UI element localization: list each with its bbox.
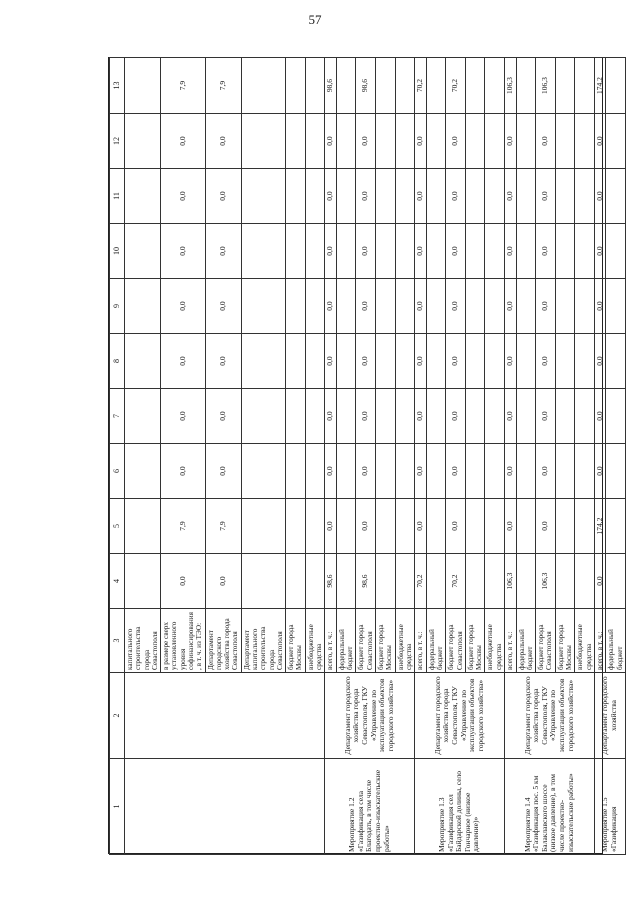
value-cell: 0,0 — [504, 279, 516, 334]
value-cell: 0,0 — [325, 499, 337, 554]
value-cell — [241, 114, 285, 169]
value-cell — [465, 58, 485, 114]
value-cell — [606, 444, 626, 499]
value-cell — [485, 444, 505, 499]
value-cell: 106,3 — [504, 554, 516, 609]
value-cell: 7,9 — [161, 58, 205, 114]
value-cell — [286, 499, 306, 554]
value-cell — [555, 169, 575, 224]
value-cell — [305, 444, 325, 499]
value-cell — [426, 444, 446, 499]
value-cell: 0,0 — [356, 224, 376, 279]
value-cell — [606, 224, 626, 279]
value-cell: 0,0 — [536, 114, 556, 169]
value-cell — [305, 224, 325, 279]
funding-source-cell: всего, в т. ч.: — [594, 609, 606, 673]
value-cell — [426, 499, 446, 554]
value-cell — [395, 334, 415, 389]
value-cell — [606, 169, 626, 224]
value-cell — [516, 554, 536, 609]
value-cell — [575, 444, 595, 499]
value-cell — [336, 114, 356, 169]
col-header-9: 9 — [110, 279, 125, 334]
table-row — [415, 58, 427, 855]
table-body — [110, 58, 626, 855]
value-cell: 0,0 — [161, 389, 205, 444]
value-cell — [485, 554, 505, 609]
value-cell: 0,0 — [415, 389, 427, 444]
col-header-10: 10 — [110, 224, 125, 279]
value-cell — [606, 279, 626, 334]
value-cell — [485, 279, 505, 334]
value-cell — [305, 58, 325, 114]
value-cell — [125, 279, 161, 334]
value-cell — [336, 334, 356, 389]
funding-source-cell: федеральный бюджет — [606, 609, 626, 673]
funding-source-cell: внебюджетные средства — [305, 609, 325, 673]
value-cell: 0,0 — [446, 389, 466, 444]
col-header-1: 1 — [110, 759, 125, 855]
value-cell: 0,0 — [325, 334, 337, 389]
value-cell: 106,3 — [504, 58, 516, 114]
value-cell — [305, 499, 325, 554]
value-cell — [125, 114, 161, 169]
value-cell: 0,0 — [325, 224, 337, 279]
value-cell: 0,0 — [356, 169, 376, 224]
value-cell — [125, 334, 161, 389]
value-cell — [305, 114, 325, 169]
value-cell — [305, 279, 325, 334]
value-cell: 0,0 — [325, 169, 337, 224]
value-cell — [241, 554, 285, 609]
value-cell — [485, 499, 505, 554]
value-cell — [125, 499, 161, 554]
value-cell — [375, 334, 395, 389]
value-cell: 0,0 — [504, 334, 516, 389]
value-cell: 0,0 — [536, 169, 556, 224]
value-cell — [395, 224, 415, 279]
value-cell: 0,0 — [446, 499, 466, 554]
value-cell: 0,0 — [356, 279, 376, 334]
col-header-3: 3 — [110, 609, 125, 673]
value-cell: 0,0 — [205, 169, 241, 224]
value-cell — [465, 334, 485, 389]
value-cell — [485, 169, 505, 224]
value-cell: 0,0 — [356, 334, 376, 389]
funding-source-cell: всего, в т. ч.: — [415, 609, 427, 673]
value-cell — [555, 444, 575, 499]
value-cell — [375, 389, 395, 444]
value-cell — [125, 444, 161, 499]
value-cell — [465, 114, 485, 169]
value-cell — [555, 554, 575, 609]
responsible-dept-cell: Департамент городского хозяйства города Севастополя, ГКУ «Управление по эксплуатации объектов городского хозяйства» — [325, 673, 415, 759]
funding-source-cell: Департамент капитального строительства города Севастополя — [241, 609, 285, 673]
dept-cell-continued — [125, 673, 325, 759]
col-header-5: 5 — [110, 499, 125, 554]
value-cell — [241, 444, 285, 499]
value-cell — [305, 554, 325, 609]
value-cell — [125, 58, 161, 114]
table-row — [325, 58, 337, 855]
value-cell: 0,0 — [594, 554, 606, 609]
value-cell: 0,0 — [594, 224, 606, 279]
value-cell: 0,0 — [161, 279, 205, 334]
rotated-table-content — [109, 58, 624, 855]
value-cell — [555, 114, 575, 169]
value-cell — [426, 114, 446, 169]
value-cell — [125, 169, 161, 224]
funding-source-cell: бюджет города Севастополя — [356, 609, 376, 673]
event-name-cell: Мероприятие 1.2 «Газификация села Благодать, в том числе проектно-изыскательские работы» — [325, 759, 415, 855]
value-cell: 0,0 — [446, 114, 466, 169]
value-cell — [465, 279, 485, 334]
value-cell: 70,2 — [446, 554, 466, 609]
value-cell: 0,0 — [161, 334, 205, 389]
table-row — [594, 58, 606, 855]
value-cell — [286, 224, 306, 279]
value-cell: 7,9 — [161, 499, 205, 554]
value-cell: 0,0 — [161, 554, 205, 609]
value-cell: 0,0 — [536, 444, 556, 499]
value-cell — [286, 334, 306, 389]
col-header-13: 13 — [110, 58, 125, 114]
funding-source-cell: внебюджетные средства — [485, 609, 505, 673]
value-cell: 0,0 — [205, 444, 241, 499]
value-cell — [241, 224, 285, 279]
value-cell: 0,0 — [594, 169, 606, 224]
funding-source-cell: всего, в т. ч.: — [325, 609, 337, 673]
value-cell — [465, 499, 485, 554]
value-cell — [575, 279, 595, 334]
value-cell: 7,9 — [205, 58, 241, 114]
value-cell — [426, 554, 446, 609]
value-cell — [516, 499, 536, 554]
col-header-7: 7 — [110, 389, 125, 444]
value-cell: 70,2 — [415, 58, 427, 114]
value-cell: 0,0 — [415, 224, 427, 279]
value-cell — [465, 554, 485, 609]
value-cell — [606, 554, 626, 609]
value-cell: 0,0 — [446, 169, 466, 224]
value-cell: 0,0 — [594, 279, 606, 334]
funding-source-cell: внебюджетные средства — [575, 609, 595, 673]
value-cell: 0,0 — [536, 224, 556, 279]
responsible-dept-cell: Департамент городского хозяйства — [594, 673, 625, 759]
value-cell — [465, 224, 485, 279]
value-cell: 0,0 — [205, 279, 241, 334]
value-cell — [375, 58, 395, 114]
value-cell — [606, 58, 626, 114]
value-cell — [395, 114, 415, 169]
value-cell — [555, 224, 575, 279]
value-cell: 0,0 — [205, 114, 241, 169]
responsible-dept-cell: Департамент городского хозяйства города Севастополя, ГКУ «Управление по эксплуатации объектов городского хозяйства» — [415, 673, 505, 759]
value-cell — [375, 499, 395, 554]
value-cell: 0,0 — [161, 224, 205, 279]
value-cell — [375, 279, 395, 334]
value-cell: 0,0 — [325, 389, 337, 444]
value-cell: 0,0 — [205, 554, 241, 609]
value-cell — [555, 58, 575, 114]
value-cell — [336, 444, 356, 499]
value-cell: 98,6 — [325, 58, 337, 114]
value-cell: 0,0 — [594, 334, 606, 389]
budget-table-frame — [108, 57, 624, 854]
value-cell — [516, 169, 536, 224]
value-cell — [555, 334, 575, 389]
value-cell — [395, 279, 415, 334]
value-cell: 98,6 — [325, 554, 337, 609]
value-cell — [336, 554, 356, 609]
value-cell: 0,0 — [504, 224, 516, 279]
value-cell — [395, 58, 415, 114]
value-cell — [305, 389, 325, 444]
funding-source-cell: федеральный бюджет — [516, 609, 536, 673]
page-number: 57 — [308, 12, 322, 27]
col-header-11: 11 — [110, 169, 125, 224]
value-cell: 0,0 — [356, 499, 376, 554]
funding-source-cell: бюджет города Москвы — [555, 609, 575, 673]
value-cell — [516, 114, 536, 169]
value-cell — [286, 444, 306, 499]
value-cell — [395, 499, 415, 554]
value-cell: 0,0 — [594, 114, 606, 169]
value-cell: 0,0 — [161, 169, 205, 224]
funding-source-cell: федеральный бюджет — [426, 609, 446, 673]
value-cell — [606, 389, 626, 444]
value-cell — [516, 279, 536, 334]
header-row — [110, 58, 125, 855]
value-cell — [516, 224, 536, 279]
event-cell-continued — [125, 759, 325, 855]
value-cell — [485, 334, 505, 389]
value-cell: 0,0 — [594, 444, 606, 499]
table-row — [125, 58, 161, 855]
value-cell — [465, 389, 485, 444]
value-cell — [286, 114, 306, 169]
value-cell — [426, 58, 446, 114]
value-cell — [395, 554, 415, 609]
value-cell — [606, 114, 626, 169]
col-header-8: 8 — [110, 334, 125, 389]
value-cell — [336, 389, 356, 444]
value-cell — [426, 389, 446, 444]
value-cell — [426, 224, 446, 279]
table-row — [504, 58, 516, 855]
value-cell: 0,0 — [446, 279, 466, 334]
value-cell — [125, 389, 161, 444]
value-cell: 0,0 — [504, 114, 516, 169]
value-cell — [305, 169, 325, 224]
funding-source-cell: в размере сверх установленного уровня софинансирования, в т. ч. из ТЭО: — [161, 609, 205, 673]
value-cell: 0,0 — [161, 444, 205, 499]
value-cell — [336, 224, 356, 279]
value-cell — [606, 334, 626, 389]
value-cell — [555, 279, 575, 334]
value-cell — [426, 279, 446, 334]
funding-source-cell: федеральный бюджет — [336, 609, 356, 673]
value-cell: 70,2 — [415, 554, 427, 609]
value-cell — [516, 444, 536, 499]
col-header-2: 2 — [110, 673, 125, 759]
value-cell: 0,0 — [415, 114, 427, 169]
value-cell: 0,0 — [504, 499, 516, 554]
value-cell: 0,0 — [504, 389, 516, 444]
value-cell — [575, 499, 595, 554]
value-cell — [336, 499, 356, 554]
value-cell — [575, 334, 595, 389]
value-cell — [305, 334, 325, 389]
value-cell: 0,0 — [205, 389, 241, 444]
value-cell: 0,0 — [205, 224, 241, 279]
funding-source-cell: бюджет города Москвы — [375, 609, 395, 673]
value-cell — [241, 58, 285, 114]
value-cell: 98,6 — [356, 58, 376, 114]
funding-source-cell: бюджет города Севастополя — [446, 609, 466, 673]
value-cell — [241, 334, 285, 389]
value-cell — [395, 169, 415, 224]
value-cell: 0,0 — [415, 279, 427, 334]
value-cell — [286, 389, 306, 444]
value-cell — [286, 279, 306, 334]
event-name-cell: Мероприятие 1.4 «Газификация пос. 5 км Балаклавского шоссе (низкое давление), в том числе проектно-изыскательские работы» — [504, 759, 594, 855]
value-cell — [241, 279, 285, 334]
value-cell: 0,0 — [356, 114, 376, 169]
value-cell — [336, 169, 356, 224]
value-cell — [125, 554, 161, 609]
value-cell — [375, 114, 395, 169]
value-cell — [125, 224, 161, 279]
value-cell — [286, 58, 306, 114]
value-cell: 0,0 — [446, 334, 466, 389]
value-cell — [485, 224, 505, 279]
value-cell — [426, 334, 446, 389]
responsible-dept-cell: Департамент городского хозяйства города Севастополя, ГКУ «Управление по эксплуатации объектов городского хозяйства» — [504, 673, 594, 759]
value-cell: 106,3 — [536, 58, 556, 114]
value-cell — [375, 554, 395, 609]
value-cell: 0,0 — [536, 334, 556, 389]
value-cell: 0,0 — [504, 169, 516, 224]
funding-source-cell: внебюджетные средства — [395, 609, 415, 673]
value-cell: 70,2 — [446, 58, 466, 114]
value-cell: 0,0 — [536, 389, 556, 444]
event-name-cell: Мероприятие 1.3 «Газификация сел Байдарской долины, село Гончарное (низкое давление)» — [415, 759, 505, 855]
value-cell — [241, 499, 285, 554]
value-cell: 0,0 — [594, 389, 606, 444]
budget-table — [109, 57, 626, 855]
value-cell — [241, 389, 285, 444]
value-cell: 0,0 — [446, 224, 466, 279]
value-cell: 174,2 — [594, 499, 606, 554]
value-cell: 0,0 — [356, 389, 376, 444]
value-cell — [606, 499, 626, 554]
value-cell — [516, 58, 536, 114]
value-cell — [575, 224, 595, 279]
funding-source-cell: всего, в т. ч.: — [504, 609, 516, 673]
funding-source-cell: капитального строительства города Севастополя — [125, 609, 161, 673]
value-cell — [575, 389, 595, 444]
value-cell — [465, 169, 485, 224]
value-cell — [485, 389, 505, 444]
value-cell — [286, 554, 306, 609]
funding-source-cell: Департамент городского хозяйства города Севастополя — [205, 609, 241, 673]
value-cell — [485, 58, 505, 114]
value-cell: 106,3 — [536, 554, 556, 609]
value-cell: 0,0 — [415, 499, 427, 554]
col-header-4: 4 — [110, 554, 125, 609]
funding-source-cell: бюджет города Севастополя — [536, 609, 556, 673]
value-cell — [575, 58, 595, 114]
value-cell: 0,0 — [536, 279, 556, 334]
value-cell: 0,0 — [161, 114, 205, 169]
value-cell: 0,0 — [415, 444, 427, 499]
value-cell — [426, 169, 446, 224]
value-cell — [375, 169, 395, 224]
value-cell — [395, 389, 415, 444]
value-cell: 0,0 — [504, 444, 516, 499]
value-cell: 98,6 — [356, 554, 376, 609]
value-cell — [575, 169, 595, 224]
value-cell: 174,2 — [594, 58, 606, 114]
value-cell: 0,0 — [446, 444, 466, 499]
value-cell — [516, 389, 536, 444]
value-cell — [375, 444, 395, 499]
value-cell — [286, 169, 306, 224]
col-header-12: 12 — [110, 114, 125, 169]
value-cell: 0,0 — [536, 499, 556, 554]
value-cell — [375, 224, 395, 279]
value-cell: 0,0 — [205, 334, 241, 389]
value-cell: 7,9 — [205, 499, 241, 554]
event-name-cell: Мероприятие 1.5 «Газификация — [594, 759, 625, 855]
value-cell: 0,0 — [325, 444, 337, 499]
funding-source-cell: бюджет города Москвы — [286, 609, 306, 673]
value-cell — [241, 169, 285, 224]
value-cell — [575, 554, 595, 609]
value-cell: 0,0 — [415, 334, 427, 389]
funding-source-cell: бюджет города Москвы — [465, 609, 485, 673]
value-cell — [336, 58, 356, 114]
value-cell: 0,0 — [325, 279, 337, 334]
value-cell — [516, 334, 536, 389]
value-cell — [575, 114, 595, 169]
value-cell — [485, 114, 505, 169]
value-cell: 0,0 — [415, 169, 427, 224]
value-cell — [395, 444, 415, 499]
value-cell — [555, 389, 575, 444]
value-cell — [555, 499, 575, 554]
value-cell: 0,0 — [356, 444, 376, 499]
col-header-6: 6 — [110, 444, 125, 499]
value-cell — [465, 444, 485, 499]
value-cell: 0,0 — [325, 114, 337, 169]
value-cell — [336, 279, 356, 334]
